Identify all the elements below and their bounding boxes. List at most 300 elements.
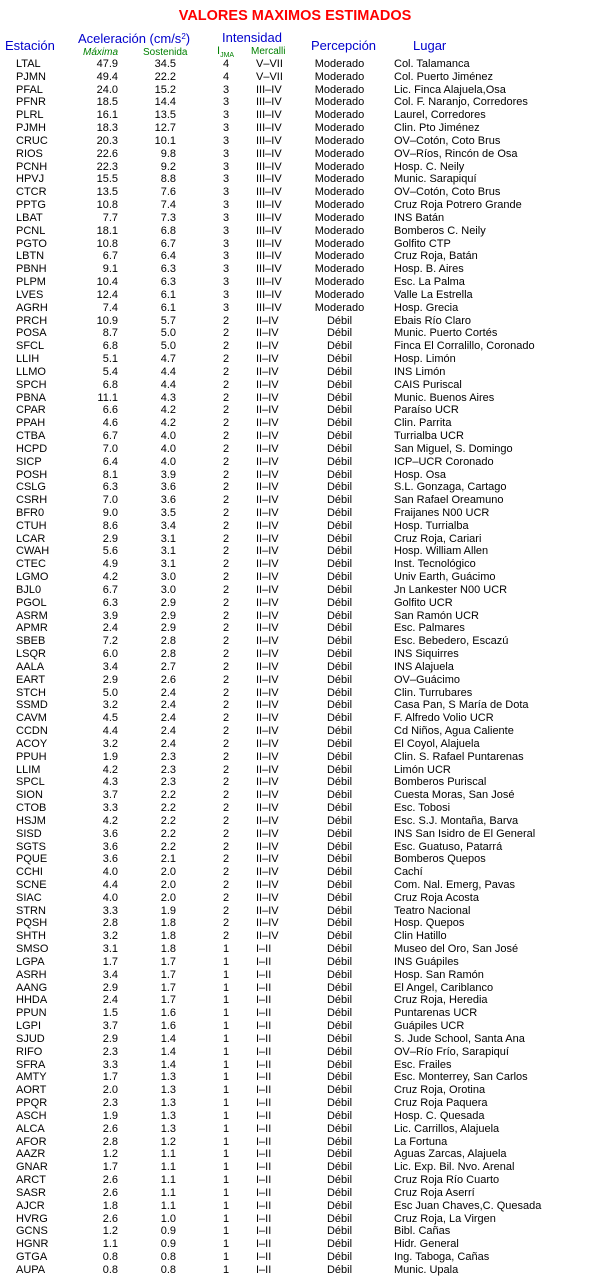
mercalli-value: II–IV xyxy=(256,455,279,468)
ijma-value: 4 xyxy=(222,70,230,83)
ijma-value: 3 xyxy=(222,173,230,186)
table-row xyxy=(0,1148,590,1161)
mercalli-value: I–II xyxy=(256,1238,272,1251)
table-row xyxy=(0,969,590,982)
station-code: HCPD xyxy=(16,442,48,455)
table-row xyxy=(0,879,590,892)
table-row xyxy=(0,263,590,276)
table-row xyxy=(0,456,590,469)
table-row xyxy=(0,481,590,494)
ijma-value: 1 xyxy=(222,1186,230,1199)
mercalli-value: V–VII xyxy=(256,70,283,83)
max-accel: 2.9 xyxy=(102,673,118,686)
place: Hosp. C. Neily xyxy=(394,160,465,173)
mercalli-value: I–II xyxy=(256,968,272,981)
ijma-value: 2 xyxy=(222,725,230,738)
station-code: ALCA xyxy=(16,1122,45,1135)
ijma-value: 2 xyxy=(222,481,230,494)
place: Jn Lankester N00 UCR xyxy=(394,583,508,596)
place: Hosp. Grecia xyxy=(394,301,459,314)
ijma-value: 1 xyxy=(222,1084,230,1097)
table-row xyxy=(0,892,590,905)
ijma-value: 3 xyxy=(222,186,230,199)
sustained-accel: 4.2 xyxy=(160,404,176,417)
place: INS Siquirres xyxy=(394,648,459,661)
mercalli-value: II–IV xyxy=(256,660,279,673)
max-accel: 1.9 xyxy=(102,1109,118,1122)
max-accel: 22.6 xyxy=(96,147,118,160)
sustained-accel: 3.4 xyxy=(160,519,176,532)
perception: Débil xyxy=(326,1109,353,1122)
table-row xyxy=(0,199,590,212)
mercalli-value: II–IV xyxy=(256,494,279,507)
station-code: AORT xyxy=(16,1084,47,1097)
mercalli-value: I–II xyxy=(256,955,272,968)
max-accel: 2.6 xyxy=(102,1212,118,1225)
place: Esc. S.J. Montaña, Barva xyxy=(394,814,519,827)
station-code: LTAL xyxy=(16,58,41,70)
max-accel: 18.5 xyxy=(96,96,118,109)
max-accel: 1.8 xyxy=(102,1199,118,1212)
station-code: HHDA xyxy=(16,994,48,1007)
place: Cruz Roja Acosta xyxy=(394,891,479,904)
table-row xyxy=(0,661,590,674)
perception: Débil xyxy=(326,853,353,866)
place: San Miguel, S. Domingo xyxy=(394,442,513,455)
max-accel: 49.4 xyxy=(96,70,118,83)
table-row xyxy=(0,250,590,263)
mercalli-value: II–IV xyxy=(256,596,279,609)
table-row xyxy=(0,558,590,571)
mercalli-value: III–IV xyxy=(256,96,282,109)
max-accel: 9.1 xyxy=(102,263,118,276)
place: Col. F. Naranjo, Corredores xyxy=(394,96,528,109)
place: San Rafael Oreamuno xyxy=(394,494,504,507)
perception: Moderado xyxy=(314,109,365,122)
station-code: SSMD xyxy=(16,699,48,712)
ijma-value: 2 xyxy=(222,378,230,391)
station-code: HVRG xyxy=(16,1212,48,1225)
mercalli-value: II–IV xyxy=(256,519,279,532)
table-row xyxy=(0,866,590,879)
place: Hosp. B. Aires xyxy=(394,263,464,276)
max-accel: 1.9 xyxy=(102,750,118,763)
max-accel: 6.4 xyxy=(102,455,118,468)
station-code: LLMO xyxy=(16,365,46,378)
ijma-value: 2 xyxy=(222,866,230,879)
mercalli-value: III–IV xyxy=(256,122,282,135)
ijma-value: 2 xyxy=(222,596,230,609)
station-code: PLRL xyxy=(16,109,44,122)
station-code: AUPA xyxy=(16,1263,46,1276)
perception: Débil xyxy=(326,558,353,571)
sustained-accel: 2.8 xyxy=(160,648,176,661)
table-row xyxy=(0,366,590,379)
station-code: BJL0 xyxy=(16,583,42,596)
perception: Débil xyxy=(326,1071,353,1084)
place: Ing. Taboga, Cañas xyxy=(394,1251,490,1264)
perception: Débil xyxy=(326,314,353,327)
place: Cruz Roja, Batán xyxy=(394,250,478,263)
mercalli-value: II–IV xyxy=(256,622,279,635)
ijma-value: 1 xyxy=(222,968,230,981)
perception: Moderado xyxy=(314,58,365,70)
sustained-accel: 2.4 xyxy=(160,737,176,750)
max-accel: 5.4 xyxy=(102,365,118,378)
sustained-accel: 1.7 xyxy=(160,955,176,968)
max-accel: 4.3 xyxy=(102,776,118,789)
max-accel: 4.0 xyxy=(102,866,118,879)
mercalli-value: II–IV xyxy=(256,737,279,750)
perception: Débil xyxy=(326,866,353,879)
ijma-value: 2 xyxy=(222,519,230,532)
max-accel: 3.2 xyxy=(102,699,118,712)
station-code: PJMH xyxy=(16,122,46,135)
perception: Débil xyxy=(326,1251,353,1264)
table-row xyxy=(0,789,590,802)
station-code: AAZR xyxy=(16,1148,46,1161)
perception: Débil xyxy=(326,1032,353,1045)
mercalli-value: II–IV xyxy=(256,506,279,519)
mercalli-value: III–IV xyxy=(256,134,282,147)
station-code: RIOS xyxy=(16,147,43,160)
ijma-value: 2 xyxy=(222,814,230,827)
column-header-station: Estación xyxy=(5,38,55,53)
ijma-value: 2 xyxy=(222,802,230,815)
place: Bomberos Quepos xyxy=(394,853,486,866)
ijma-value: 1 xyxy=(222,1135,230,1148)
place: Hosp. Quepos xyxy=(394,917,465,930)
ijma-value: 2 xyxy=(222,904,230,917)
sustained-accel: 2.7 xyxy=(160,660,176,673)
table-row xyxy=(0,597,590,610)
table-row xyxy=(0,1110,590,1123)
place: Esc. Frailes xyxy=(394,1058,452,1071)
perception: Débil xyxy=(326,840,353,853)
ijma-value: 2 xyxy=(222,609,230,622)
sustained-accel: 2.6 xyxy=(160,673,176,686)
mercalli-value: I–II xyxy=(256,1007,272,1020)
mercalli-value: I–II xyxy=(256,1186,272,1199)
place: Cruz Roja Potrero Grande xyxy=(394,199,522,212)
mercalli-value: I–II xyxy=(256,1212,272,1225)
ijma-value: 3 xyxy=(222,276,230,289)
ijma-value: 2 xyxy=(222,686,230,699)
sustained-accel: 2.2 xyxy=(160,789,176,802)
table-row xyxy=(0,520,590,533)
station-code: PGTO xyxy=(16,237,47,250)
subheader-ijma xyxy=(217,45,234,57)
station-code: PPAH xyxy=(16,417,46,430)
table-row xyxy=(0,1213,590,1226)
station-code: LGPA xyxy=(16,955,45,968)
table-row xyxy=(0,1097,590,1110)
ijma-value: 3 xyxy=(222,211,230,224)
perception: Débil xyxy=(326,571,353,584)
mercalli-value: III–IV xyxy=(256,173,282,186)
ijma-value: 3 xyxy=(222,237,230,250)
perception: Débil xyxy=(326,1148,353,1161)
perception: Moderado xyxy=(314,122,365,135)
mercalli-value: II–IV xyxy=(256,917,279,930)
ijma-value: 2 xyxy=(222,750,230,763)
sustained-accel: 1.3 xyxy=(160,1097,176,1110)
perception: Moderado xyxy=(314,263,365,276)
table-row xyxy=(0,776,590,789)
sustained-accel: 1.4 xyxy=(160,1045,176,1058)
place: Cruz Roja Río Cuarto xyxy=(394,1174,500,1187)
perception: Débil xyxy=(326,750,353,763)
table-row xyxy=(0,1123,590,1136)
place: Lic. Exp. Bil. Nvo. Arenal xyxy=(394,1161,515,1174)
place: INS Alajuela xyxy=(394,660,454,673)
place: Lic. Finca Alajuela,Osa xyxy=(394,83,506,96)
station-code: SPCL xyxy=(16,776,45,789)
perception: Débil xyxy=(326,545,353,558)
perception: Débil xyxy=(326,814,353,827)
place: OV–Río Frío, Sarapiquí xyxy=(394,1045,509,1058)
sustained-accel: 1.4 xyxy=(160,1058,176,1071)
mercalli-value: II–IV xyxy=(256,635,279,648)
perception: Débil xyxy=(326,635,353,648)
ijma-value: 2 xyxy=(222,840,230,853)
station-code: PLPM xyxy=(16,276,46,289)
ijma-value: 1 xyxy=(222,1174,230,1187)
mercalli-value: II–IV xyxy=(256,417,279,430)
acceleration-exponent: 2 xyxy=(181,32,186,41)
ijma-value: 2 xyxy=(222,622,230,635)
station-code: POSA xyxy=(16,327,47,340)
place: Golfito UCR xyxy=(394,596,453,609)
mercalli-value: III–IV xyxy=(256,224,282,237)
station-code: LGMO xyxy=(16,571,49,584)
place: Guápiles UCR xyxy=(394,1020,465,1033)
column-header-intensity: Intensidad xyxy=(222,30,282,45)
max-accel: 2.4 xyxy=(102,622,118,635)
mercalli-value: III–IV xyxy=(256,109,282,122)
ijma-value: 3 xyxy=(222,147,230,160)
mercalli-value: I–II xyxy=(256,1199,272,1212)
station-code: GCNS xyxy=(16,1225,48,1238)
max-accel: 7.0 xyxy=(102,442,118,455)
perception: Débil xyxy=(326,981,353,994)
max-accel: 6.7 xyxy=(102,250,118,263)
table-row xyxy=(0,238,590,251)
max-accel: 7.7 xyxy=(102,211,118,224)
max-accel: 16.1 xyxy=(96,109,118,122)
place: Hosp. C. Quesada xyxy=(394,1109,485,1122)
station-code: HPVJ xyxy=(16,173,45,186)
ijma-subscript: JMA xyxy=(220,52,235,59)
max-accel: 3.3 xyxy=(102,1058,118,1071)
mercalli-value: III–IV xyxy=(256,288,282,301)
sustained-accel: 1.3 xyxy=(160,1109,176,1122)
table-row xyxy=(0,533,590,546)
mercalli-value: I–II xyxy=(256,981,272,994)
station-code: LBAT xyxy=(16,211,43,224)
perception: Débil xyxy=(326,917,353,930)
sustained-accel: 2.0 xyxy=(160,866,176,879)
table-row xyxy=(0,340,590,353)
table-row xyxy=(0,1264,590,1277)
station-code: PJMN xyxy=(16,70,46,83)
sustained-accel: 1.8 xyxy=(160,930,176,943)
mercalli-value: II–IV xyxy=(256,468,279,481)
table-row xyxy=(0,1059,590,1072)
max-accel: 2.6 xyxy=(102,1122,118,1135)
perception: Débil xyxy=(326,404,353,417)
station-code: GTGA xyxy=(16,1251,48,1264)
perception: Moderado xyxy=(314,134,365,147)
sustained-accel: 1.7 xyxy=(160,981,176,994)
place: La Fortuna xyxy=(394,1135,448,1148)
table-row xyxy=(0,1020,590,1033)
max-accel: 2.3 xyxy=(102,1045,118,1058)
station-code: APMR xyxy=(16,622,48,635)
place: INS Guápiles xyxy=(394,955,459,968)
station-code: STRN xyxy=(16,904,46,917)
station-code: PFAL xyxy=(16,83,43,96)
station-code: LVES xyxy=(16,288,44,301)
place: Valle La Estrella xyxy=(394,288,473,301)
mercalli-value: II–IV xyxy=(256,583,279,596)
perception: Débil xyxy=(326,699,353,712)
table-row xyxy=(0,161,590,174)
table-row xyxy=(0,545,590,558)
sustained-accel: 10.1 xyxy=(154,134,176,147)
sustained-accel: 2.3 xyxy=(160,750,176,763)
station-code: CCDN xyxy=(16,725,48,738)
max-accel: 5.0 xyxy=(102,686,118,699)
max-accel: 6.7 xyxy=(102,430,118,443)
mercalli-value: III–IV xyxy=(256,186,282,199)
mercalli-value: II–IV xyxy=(256,904,279,917)
sustained-accel: 4.4 xyxy=(160,365,176,378)
mercalli-value: III–IV xyxy=(256,250,282,263)
ijma-value: 1 xyxy=(222,981,230,994)
ijma-value: 2 xyxy=(222,417,230,430)
max-accel: 4.4 xyxy=(102,725,118,738)
perception: Débil xyxy=(326,1122,353,1135)
mercalli-value: III–IV xyxy=(256,211,282,224)
max-accel: 6.7 xyxy=(102,583,118,596)
ijma-value: 3 xyxy=(222,122,230,135)
sustained-accel: 4.0 xyxy=(160,455,176,468)
table-row xyxy=(0,648,590,661)
sustained-accel: 6.4 xyxy=(160,250,176,263)
ijma-value: 1 xyxy=(222,955,230,968)
max-accel: 10.8 xyxy=(96,199,118,212)
sustained-accel: 0.9 xyxy=(160,1238,176,1251)
station-code: LSQR xyxy=(16,648,46,661)
max-accel: 8.6 xyxy=(102,519,118,532)
max-accel: 20.3 xyxy=(96,134,118,147)
sustained-accel: 3.9 xyxy=(160,468,176,481)
max-accel: 4.9 xyxy=(102,558,118,571)
place: Limón UCR xyxy=(394,763,451,776)
place: OV–Cotón, Coto Brus xyxy=(394,186,501,199)
perception: Débil xyxy=(326,1058,353,1071)
ijma-value: 3 xyxy=(222,224,230,237)
perception: Débil xyxy=(326,622,353,635)
sustained-accel: 6.3 xyxy=(160,263,176,276)
sustained-accel: 3.5 xyxy=(160,506,176,519)
station-code: HSJM xyxy=(16,814,46,827)
station-code: CTUH xyxy=(16,519,47,532)
table-row xyxy=(0,84,590,97)
sustained-accel: 2.0 xyxy=(160,891,176,904)
ijma-value: 1 xyxy=(222,1020,230,1033)
place: Com. Nal. Emerg, Pavas xyxy=(394,879,516,891)
mercalli-value: I–II xyxy=(256,1148,272,1161)
perception: Moderado xyxy=(314,199,365,212)
table-row xyxy=(0,404,590,417)
ijma-value: 2 xyxy=(222,391,230,404)
place: OV–Guácimo xyxy=(394,673,461,686)
mercalli-value: II–IV xyxy=(256,750,279,763)
ijma-value: 2 xyxy=(222,930,230,943)
sustained-accel: 2.4 xyxy=(160,712,176,725)
sustained-accel: 0.8 xyxy=(160,1251,176,1264)
mercalli-value: V–VII xyxy=(256,58,283,70)
ijma-value: 3 xyxy=(222,250,230,263)
mercalli-value: II–IV xyxy=(256,763,279,776)
place: Esc. Tobosi xyxy=(394,802,451,815)
mercalli-value: II–IV xyxy=(256,353,279,366)
ijma-value: 4 xyxy=(222,58,230,70)
station-code: AGRH xyxy=(16,301,48,314)
ijma-value: 1 xyxy=(222,1212,230,1225)
table-row xyxy=(0,1071,590,1084)
perception: Débil xyxy=(326,943,353,956)
sustained-accel: 13.5 xyxy=(154,109,176,122)
ijma-value: 2 xyxy=(222,737,230,750)
place: San Ramón UCR xyxy=(394,609,479,622)
perception: Débil xyxy=(326,1084,353,1097)
place: OV–Ríos, Rincón de Osa xyxy=(394,147,518,160)
perception: Débil xyxy=(326,737,353,750)
station-code: CTBA xyxy=(16,430,46,443)
table-row xyxy=(0,469,590,482)
station-code: CTOB xyxy=(16,802,47,815)
place: S. Jude School, Santa Ana xyxy=(394,1032,525,1045)
ijma-value: 1 xyxy=(222,1263,230,1276)
ijma-value: 3 xyxy=(222,301,230,314)
max-accel: 3.1 xyxy=(102,943,118,956)
place: Cruz Roja, La Virgen xyxy=(394,1212,496,1225)
table-row xyxy=(0,635,590,648)
station-code: PPTG xyxy=(16,199,46,212)
sustained-accel: 1.1 xyxy=(160,1161,176,1174)
sustained-accel: 9.8 xyxy=(160,147,176,160)
max-accel: 6.8 xyxy=(102,378,118,391)
table-row xyxy=(0,148,590,161)
perception: Moderado xyxy=(314,147,365,160)
place: El Angel, Cariblanco xyxy=(394,981,494,994)
mercalli-value: I–II xyxy=(256,1097,272,1110)
max-accel: 1.1 xyxy=(102,1238,118,1251)
sustained-accel: 6.7 xyxy=(160,237,176,250)
mercalli-value: II–IV xyxy=(256,879,279,891)
table-row xyxy=(0,1187,590,1200)
sustained-accel: 7.4 xyxy=(160,199,176,212)
max-accel: 0.8 xyxy=(102,1251,118,1264)
mercalli-value: III–IV xyxy=(256,160,282,173)
sustained-accel: 12.7 xyxy=(154,122,176,135)
max-accel: 2.8 xyxy=(102,1135,118,1148)
ijma-value: 2 xyxy=(222,827,230,840)
table-row xyxy=(0,353,590,366)
